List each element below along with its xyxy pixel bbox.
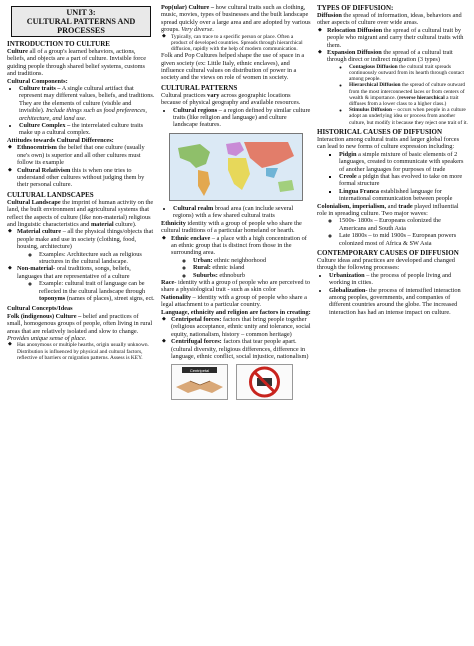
list-item: ◆ Relocation Diffusion the spread of a cultural trait by people who migrant and carry their cultural traits with them. <box>327 27 469 49</box>
column-3 <box>317 4 469 316</box>
list-item: ◦ Late 1800s – to mid 1900s – European powers colonized most of Africa & SW Asia <box>339 232 469 247</box>
regions-list <box>161 107 311 129</box>
landscape-paragraph: Cultural Landscape the imprint of human activity on the land, the built environment and agricultural systems that reflect the aspects of culture (like non-material) religious and linguistic characteristics and material culture). <box>7 198 154 228</box>
concepts-heading: Cultural Concepts/Ideas <box>7 305 73 313</box>
contemporary-heading: CONTEMPORARY CAUSES OF DIFFUSION <box>317 248 459 257</box>
centripetal-image <box>171 364 228 400</box>
list-item: ◆ Ethnocentrism the belief that one culture (usually one's own) is superior and all other cultures must follow its example <box>17 144 155 166</box>
contemporary-list <box>317 272 469 316</box>
intro-paragraph: Culture all of a group's learned behaviors, actions, beliefs, and objects are a part of culture. Invisible force guiding people through shared belief systems, customs and traditions. <box>7 48 146 78</box>
list-item: • Culture Complex – the interrelated culture traits make up a cultural complex. <box>19 122 155 137</box>
realm-list <box>161 205 311 220</box>
unit-subtitle: CULTURAL PATTERNS AND PROCESSES <box>26 17 136 35</box>
list-item: ◆ Expansion Diffusion the spread of a cultural trait through direct or indirect migration (3 types) ◦ Contagious Diffusion the cultural trait spreads continuously outward from its hearth through contact among people. ◦ Hierarchical Diffusion the spread of culture outward from the most interconnected laces or from centers of wealth & importance. (reverse hierarchical a trait diffuses from a lower class to a higher class.) ◦ Stimulus Diffusion – occurs when people in a culture adopt an underlying idea or process from another culture, but modify it because they reject one trait of it. <box>327 49 469 126</box>
list-item: ◆ Material culture – all the physical things/objects that people make and use in society (clothing, food, housing, architecture) ◦ Examples: Architecture such as religious structures in the cultural landscape. <box>17 228 155 265</box>
nationality-paragraph: Nationality – identity with a group of people who share a legal attachment to a particular country. <box>161 293 307 309</box>
list-item: ◦ Examples: Architecture such as religious structures in the cultural landscape. <box>39 251 155 266</box>
list-item: ◦ Example: cultural trait of language can be reflected in the cultural landscape through toponyms (names of places), street signs, ect. <box>39 280 155 302</box>
intro-heading: INTRODUCTION TO CULTURE <box>7 40 110 48</box>
landscapes-heading: CULTURAL LANDSCAPES <box>7 190 94 199</box>
folk-list <box>7 342 155 361</box>
forces-images <box>161 364 311 400</box>
list-item: ◆ Centripetal forces: factors that bring people together (religious acceptance, ethnic unity and tolerance, social equity, nationalism, history – common heritage) <box>171 316 311 338</box>
list-item: • Globalization- the process of intensified interaction among peoples, governments, and companies of different countries around the globe. The increased interaction has had an intense impact on culture. <box>329 287 469 317</box>
folk-pop-paragraph: Folk and Pop Cultures helped shape the use of space in a given society (ex: Little Italy, ethnic enclaves), and influence cultural values on distribution of power in a society and the views on role of women in society. <box>161 52 305 82</box>
list-item: • Cultural regions – a region defined by similar culture traits (like religion and language) and culture landscape features. <box>173 107 311 129</box>
list-item: ◦ Contagious Diffusion the cultural trait spreads continuously outward from its hearth through contact among people. <box>349 64 469 83</box>
column-2 <box>161 4 311 400</box>
unit-title-box <box>11 6 151 37</box>
list-item: ◆ Non-material- oral traditions, songs, beliefs, languages that are representative of a culture ◦ Example: cultural trait of language can be reflected in the cultural landscape through toponyms (names of places), street signs, ect. <box>17 265 155 302</box>
list-item: ◦ Rural: ethnic island <box>193 264 311 271</box>
pop-paragraph: Pop(ular) Culture – how cultural traits such as clothing, music, movies, types of businesses and the built landscape spread quickly over a large area and are adopted by various groups. Very diverse. <box>161 4 311 34</box>
components-heading: Cultural Components: <box>7 77 68 85</box>
list-item: ▪ Creole a pidgin that has evolved to take on more formal structure <box>339 173 469 188</box>
folk-paragraph: Folk (indigenous) Culture – belief and practices of small, homogenous groups of people, often living in rural areas that are relatively isolated and slow to change. Provides unique sense of place. <box>7 312 153 343</box>
expression-list <box>317 151 469 203</box>
attitudes-list <box>7 144 155 188</box>
world-map-graphic <box>170 134 303 200</box>
contemporary-paragraph: Culture ideas and practices are developed and changed through the following processes: <box>317 256 455 272</box>
list-item: ◆ Cultural Relativism this is when one tries to understand other cultures without judging them by their personal culture. <box>17 167 155 189</box>
list-item: • Cultural realm broad area (can include several regions) with a few shared cultural traits <box>173 205 311 220</box>
enclave-list <box>161 235 311 279</box>
centrifugal-image <box>236 364 293 400</box>
unit-title: UNIT 3: <box>66 8 96 17</box>
list-item: ◆ Ethnic enclave – a place with a high concentration of an ethnic group that is distinct from those in the surrounding area. ◦ Urban: ethnic neighborhood ◦ Rural: ethnic island ◦ Suburbs: ethnoburb <box>171 235 311 279</box>
historical-heading: HISTORICAL CAUSES OF DIFFUSION <box>317 127 443 136</box>
list-item: ◦ Hierarchical Diffusion the spread of culture outward from the most interconnected laces or from centers of wealth & importance. (reverse hierarchical a trait diffuses from a lower class to a higher class.) <box>349 82 469 107</box>
world-map-image <box>169 133 303 201</box>
diffusion-paragraph: Diffusion the spread of information, ideas, behaviors and other aspects of culture over wide areas. <box>317 12 462 27</box>
waves-list <box>317 217 469 247</box>
list-item: • Culture traits – A single cultural artifact that represent may different values, beliefs, and traditions. They are the elements of culture (visible and invisible). Include things such as food preferences, architecture, and land use. <box>19 85 155 122</box>
forces-heading: Language, ethnicity and religion are factors in creating: <box>161 308 311 316</box>
list-item: • Urbanization – the process of people living and working in cities. <box>329 272 469 287</box>
patterns-heading: CULTURAL PATTERNS <box>161 83 238 92</box>
attitudes-heading: Attitudes towards Cultural Differences: <box>7 136 114 144</box>
list-item: ▪ Pidgin a simple mixture of basic elements of 2 languages, created to communicate with speakers of another languages for purposes of trade <box>339 151 469 173</box>
landscape-list <box>7 228 155 302</box>
list-item: ◦ Urban: ethnic neighborhood <box>193 257 311 264</box>
ethnicity-paragraph: Ethnicity identity with a group of people who share the cultural traditions of a particular homeland or hearth. <box>161 219 302 235</box>
race-paragraph: Race- identity with a group of people who are perceived to share a physiological trait - such as skin color <box>161 278 310 294</box>
list-item: ◆ Typically, can trace to a specific person or place. Often a product of developed countries. Spreads through hierarchical diffusion, rapidly with the help of modern communication. <box>171 34 311 53</box>
colonialism-paragraph: Colonialism, imperialism, and trade played influential role in spreading culture. Two major waves: <box>317 202 459 217</box>
components-list <box>7 85 155 137</box>
svg-text:Centripetal: Centripetal <box>189 368 210 374</box>
forces-list <box>161 316 311 360</box>
list-item: ◦ 1500s- 1800s – Europeans colonized the Americans and South Asia <box>339 217 469 232</box>
patterns-paragraph: Cultural practices vary across geographic locations because of physical geography and available resources. <box>161 91 301 107</box>
types-heading: TYPES OF DIFFUSION: <box>317 4 394 12</box>
list-item: ◦ Stimulus Diffusion – occurs when people in a culture adopt an underlying idea or process from another culture, but modify it because they reject one trait of it. <box>349 107 469 126</box>
list-item: ▪ Lingua Franca established language for international communication between people <box>339 188 469 203</box>
list-item: ◆ Centrifugal forces: factors that tear people apart. (cultural diversity, religious differences, difference in language, ethnic conflict, social injustice, nationalism) <box>171 338 311 360</box>
no-racism-icon <box>237 365 292 399</box>
pop-list <box>161 34 311 53</box>
diffusion-list <box>317 27 469 126</box>
column-1 <box>7 4 155 361</box>
list-item: ◦ Suburbs: ethnoburb <box>193 272 311 279</box>
historical-paragraph: Interaction among cultural traits and larger global forces can lead to new forms of culture expression including: <box>317 135 460 151</box>
handshake-icon <box>172 365 227 399</box>
list-item: ◆ Has anonymous or multiple hearths, origin usually unknown. Distribution is influenced by physical and cultural factors, reflective of barriers or migration patterns. Assess is KEY. <box>17 342 155 361</box>
